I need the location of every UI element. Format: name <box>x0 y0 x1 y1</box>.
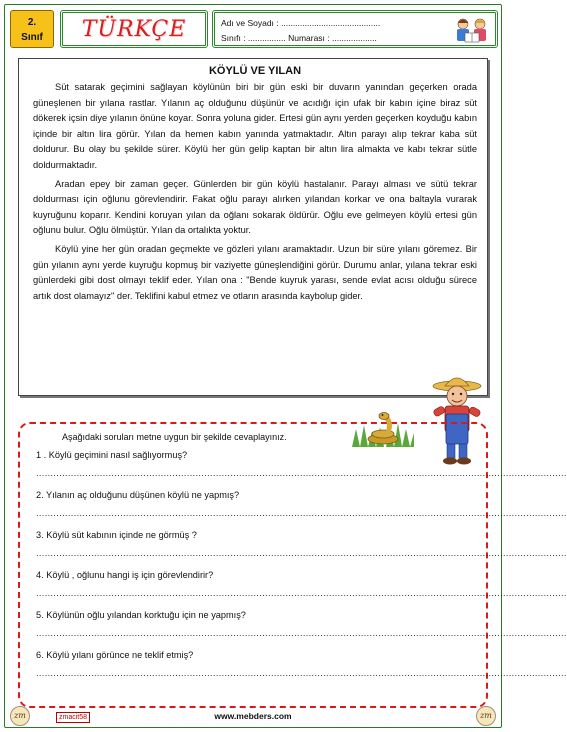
zm-logo-icon: zm <box>476 706 496 726</box>
question-item <box>32 649 567 680</box>
class-number-field[interactable]: Sınıfı : ................ Numarası : ................... <box>221 33 377 43</box>
answer-line[interactable]: ....................................................................................................................................................................................... <box>36 508 567 518</box>
question-text: 2. Yılanın aç olduğunu düşünen köylü ne yapmış? <box>36 490 240 500</box>
zm-logo-icon: zm <box>10 706 30 726</box>
answer-line[interactable]: ....................................................................................................................................................................................... <box>36 668 567 678</box>
kids-reading-icon <box>453 15 491 47</box>
question-item <box>32 609 567 640</box>
subject-title: TÜRKÇE <box>81 16 187 42</box>
questions-intro: Aşağıdaki soruları metne uygun bir şekilde cevaplayınız. <box>62 432 287 442</box>
subject-box <box>60 10 208 48</box>
story-paragraph: Süt satarak geçimini sağlayan köylünün biri bir gün eski bir duvarın yanından geçerken orada güneşlenen bir yılana rastlar. Yılanın aç olduğunu düşünür ve acıdığı için ufak bir kabın içine biraz süt dökerek içsin diye yılanın önüne koyar. Sonra yoluna gider. Ertesi gün aynı yerden geçerken koyduğu kabın içinde bir altın lira görür. Yılan da hemen kabın yanında yatmaktadır. Altın parayı alıp tekrar kaba süt doldurur. Bu olay bu şekilde sürer. Köylü her gün gelip kaptan bir altın lira almakta ve kabı tekrar sütle doldurmaktadır. <box>33 82 477 170</box>
question-item <box>32 569 567 600</box>
question-text: 6. Köylü yılanı görünce ne teklif etmiş? <box>36 650 194 660</box>
question-text: 1 . Köylü geçimini nasıl sağlıyormuş? <box>36 450 188 460</box>
question-item <box>32 449 567 480</box>
answer-line[interactable]: ....................................................................................................................................................................................... <box>36 628 567 638</box>
grade-badge <box>10 10 54 48</box>
question-item <box>32 489 567 520</box>
story-paragraph: Köylü yine her gün oradan geçmekte ve gözleri yılanı aramaktadır. Uzun bir süre yılanı göremez. Bir gün yılanın aynı yerde kuyruğu kopmuş bir vaziyette güneşlendiğini görür. Durumu anlar, yılana tekrar eski günlerdeki gibi dost olmayı teklif eder. Yılan ona : "Bende kuyruk yarası, sende evlat acısı olduğu sürece artık dost olamayız" der. Teklifini kabul etmez ve otların arasında kaybolup gider. <box>33 243 477 301</box>
story-title: KÖYLÜ VE YILAN <box>208 65 302 77</box>
snake-illustration <box>352 407 414 447</box>
answer-line[interactable]: ....................................................................................................................................................................................... <box>36 548 567 558</box>
grade-number: 2. <box>27 17 37 28</box>
name-field[interactable]: Adı ve Soyadı : .......................................... <box>221 18 381 28</box>
story-box <box>18 58 488 396</box>
question-text: 5. Köylünün oğlu yılandan korktuğu için ne yapmış? <box>36 610 246 620</box>
question-text: 3. Köylü süt kabının içinde ne görmüş ? <box>36 530 197 540</box>
story-paragraph: Aradan epey bir zaman geçer. Günlerden bir gün köylü hastalanır. Parayı alması ve sütü tekrar doldurması için oğlunu görevlendirir. Fakat oğlu parayı alırken yılandan korkar ve ona baltayla vurarak kuyruğunu koparır. Kendini koruyan yılan da oğlanı sokarak öldürür. Oğlu eve gelmeyen köylü ertesi gün oğlunu bulur. Oğlu ölmüştür. Yılan da ortalıkta yoktur. <box>33 178 477 236</box>
answer-line[interactable]: ....................................................................................................................................................................................... <box>36 588 567 598</box>
answer-line[interactable]: ....................................................................................................................................................................................... <box>36 468 567 478</box>
grade-label: Sınıf <box>21 32 43 43</box>
footer-url[interactable]: www.mebders.com <box>214 711 292 721</box>
question-text: 4. Köylü , oğlunu hangi iş için görevlendirir? <box>36 570 214 580</box>
question-item <box>32 529 567 560</box>
author-tag: zmacit58 <box>56 712 90 723</box>
questions-box <box>18 422 567 708</box>
student-info-box <box>212 10 498 48</box>
